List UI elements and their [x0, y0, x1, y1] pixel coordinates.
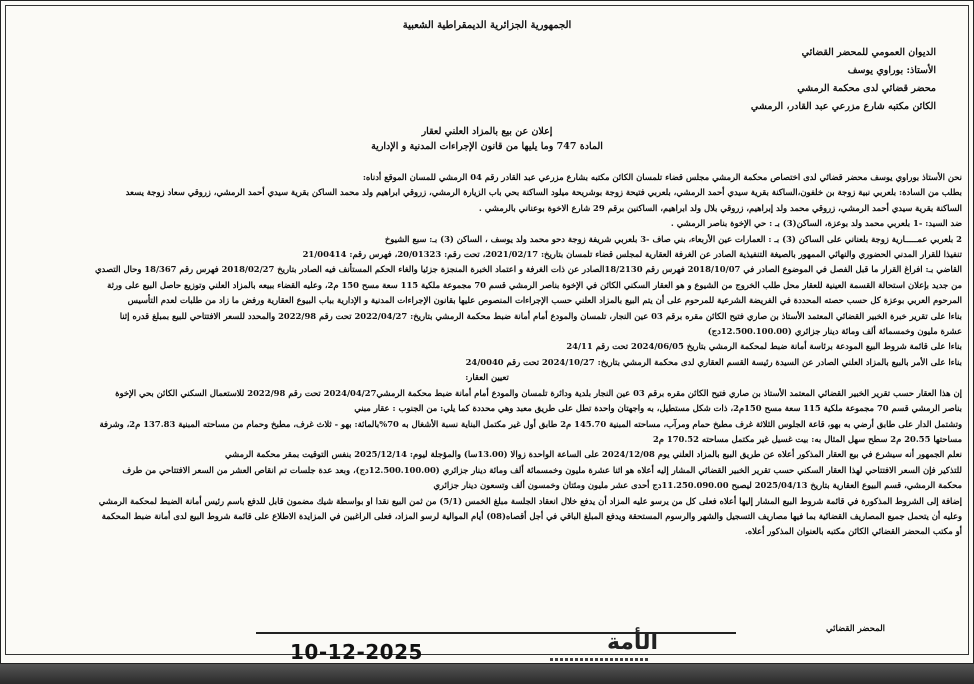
announcement-heading — [6, 124, 968, 154]
body-line: عشرة مليون وخمسمائة ألف ومائة دينار جزائري (12.500.100.00دج) — [707, 326, 962, 337]
body-line: محكمة الرمشي، قسم البيوع العقارية بتاريخ 2025/04/13 ليصبح 11.250.090.00دج أحدى عشر مليون ومئتان وخمسون ألف وتسعون دينار جزائري — [433, 480, 962, 491]
body-line: وعليه أن يتحمل جميع المصاريف القضائية بما فيها مصاريف التسجيل والشهر والرسوم المستحقة ويدفع المبلغ الباقي في أجل أقصاه(08) أيام الموالية لرسو المزاد، فعلى الراغبين في المزايدة الاطلاع على قائمة شروط البيع لدى أمانة ضبط المحكمة — [101, 510, 962, 521]
notice-body — [12, 170, 962, 540]
body-line: بناءا على قائمة شروط البيع المودعة برئاسة أمانة ضبط لمحكمة الرمشي بتاريخ 2024/06/05 تحت رقم 24/11 — [566, 341, 962, 352]
footer — [256, 632, 736, 662]
bailiff-name: الأستاذ: بوراوي يوسف — [847, 65, 936, 76]
body-line: نحن الأستاذ بوراوي يوسف محضر قضائي لدى اختصاص محكمة الرمشي مجلس قضاء تلمسان الكائن مكتبه بشارع مزرعي عبد القادر رقم 04 الرمشي للمسان الموقع أدناه: — [362, 172, 962, 182]
body-line: ضد السيد: -1 بلعربي محمد ولد بوعزة، الساكن(3) بـ : حي الإخوة بناصر الرمشي . — [670, 218, 962, 229]
body-line: مساحتها 20.55 م2 سطح سهل المثال به: بيت غسيل غير مكتمل مساحته 170.52 م2 — [652, 433, 962, 444]
office-line: الديوان العمومي للمحضر القضائي — [801, 47, 936, 58]
property-heading: تعيين العقار: — [465, 372, 509, 383]
body-line: بطلب من السادة: بلعربي نبية زوجة بن خلفون،الساكنة بقرية سيدي أحمد الرمشي، بلعربي فتيحة زوجة بوشريحة ميلود الساكنة بحي باب الزيارة الرمشي، زروقي ابراهيم ولد محمد الساكن بقرية سيدي أحمد الرمشي، زروقي سعاد زوجة يسعد — [125, 187, 962, 198]
body-line: إضافة إلى الشروط المذكورة في قائمة شروط البيع المشار إليها أعلاه فعلى كل من يرسو عليه المزاد أن يدفع خلال انعقاد الجلسة مبلغ الخمس (5/1) من ثمن البيع نقدا او بواسطة شيك مضمون قابل للدفع باسم رئيس أمانة الضبط لمحكمة الرمشي — [98, 495, 962, 506]
address-line: الكائن مكتبه شارع مزرعي عبد القادر، الرمشي — [750, 101, 936, 112]
logo-text: الأمة — [606, 630, 658, 655]
body-line: الساكنة بقرية سيدي أحمد الرمشي، زروقي محمد ولد إبراهيم، زروقي بلال ولد ابراهيم، الساكنين برقم 29 شارع الاخوة بوعناني بالرمشي . — [478, 202, 962, 213]
body-line: بناءا على تقرير خبرة الخبير القضائي المعتمد الأستاذ بن صاري فتيح الكائن مقره برقم 03 عين النجار، تلمسان والمودع أمام أمانة ضبط محكمة الرمشي بتاريخ: 2022/04/27 تحت رقم 2022/98 والمحدد للسعر الافتتاحي للبيع بمبلغ قدره إثنا — [119, 310, 962, 321]
legal-notice — [5, 5, 969, 664]
body-line: القاضي بـ: افراغ القرار ما قبل الفصل في الموضوع الصادر في 2018/10/07 فهرس رقم 18/2130الصادر عن ذات الغرفة و اعتماد الخبرة المنجزة جزئيا والغاء الحكم المستأنف فيه الصادر بتاريخ 2018/02/27 فهرس رقم 18/367 وحال التصدي — [95, 264, 962, 275]
body-line: 2 بلعربي عمـــــارية زوجة بلعناني على الساكن (3) بـ : العمارات عين الأربعاء، بني صاف -3 بلعربي شريفة زوجة دحو محمد ولد يوسف ، الساكن (3) بـ: سبع الشيوخ — [384, 233, 962, 244]
body-line: من جديد بإعلان استحالة القسمة العينية للعقار محل طلب الخروج من الشيوع و هو العقار السكني الكائن في الإخوة بناصر الرمشي قسم 70 مجموعة ملكية 115 سعة مسح 150 م2، وعليه القضاء ببيعه بالمزاد العلني وتوزيع حاصل البيع على ورثة — [107, 279, 962, 290]
bailiff-header — [516, 44, 936, 116]
republic-title: الجمهورية الجزائرية الديمقراطية الشعبية — [402, 20, 572, 31]
body-line: المرحوم العربي بوعزة كل حسب حصته المحددة في الفريضة الشرعية للمرحوم على أن يتم البيع بالمزاد العلني حسب الإجراءات المنصوص عليها بقانون الإجراءات المدنية و الإدارية بباب البيوع العقارية ورفض ما زاد من طلبات لعدم التأسيس — [127, 295, 962, 306]
announcement-legal-basis: المادة 747 وما يليها من قانون الإجراءات المدنية و الإدارية — [371, 141, 603, 152]
body-line: بناءا على الأمر بالبيع بالمزاد العلني الصادر عن السيدة رئيسة القسم العقاري لدى محكمة الرمشي بتاريخ: 2024/10/27 تحت رقم 24/0040 — [465, 356, 962, 367]
body-line: نعلم الجمهور أنه سيشرع في بيع العقار المذكور أعلاه عن طريق البيع بالمزاد العلني يوم 2024/12/08 على الساعة الواحدة زوالا (13.00سا) والمؤجلة ليوم: 2025/12/14 بنفس التوقيت بمقر محكمة الرمشي — [225, 449, 962, 460]
announcement-title: إعلان عن بيع بالمزاد العلني لعقار — [421, 126, 553, 137]
scan-edge — [0, 664, 974, 684]
publication-date: 10-12-2025 — [290, 640, 423, 664]
signature-label: المحضر القضائي — [826, 624, 886, 634]
body-line: وتشتمل الدار على طابق أرضي به بهو، قاعة الجلوس الثلاثة غرف مطبخ حمام ومرآب، مساحته المبنية 145.70 م2 طابق أول غير مكتمل البناية نسبة الأشغال به 70%بالمائة: بهو - ثلاث غرف، مطبخ وحمام من مساحته المبنية 137.83 م2، وشرفة — [99, 418, 962, 429]
body-line: أو مكتب المحضر القضائي الكائن مكتبه بالعنوان المذكور أعلاه. — [744, 526, 962, 537]
court-line: محضر قضائي لدى محكمة الرمشي — [797, 83, 936, 94]
body-line: تنفيذا للقرار المدني الحضوري والنهائي الممهور بالصيغة التنفيذية الصادر عن الغرفة العقارية لمجلس قضاء تلمسان بتاريخ: 2021/02/17، تحت رقم: 20/01323، فهرس رقم: 21/00414 — [302, 249, 962, 260]
body-line: للتذكير فإن السعر الافتتاحي لهذا العقار السكني حسب تقرير الخبير القضائي المشار إليه أعلاه هو اثنا عشرة مليون وخمسمائة ألف ومائة دينار جزائري (12.500.100.00دج)، وبعد عدة جلسات تم انقاص العشر من السعر الافتتاحي من طرف — [122, 464, 962, 475]
body-line: بناصر الرمشي قسم 70 مجموعة ملكية 115 سعة مسح 150م2، ذات شكل مستطيل، به واجهتان واحدة تطل على طريق معبد وهي محددة كما يلي: من الجنوب : عقار مبني — [354, 403, 962, 414]
body-line: إن هذا العقار حسب تقرير الخبير القضائي المعتمد الأستاذ بن صاري فتيح الكائن مقره برقم 03 عين النجار بلدية ودائرة تلمسان والمودع أمام أمانة ضبط محكمة الرمشي2024/04/27 تحت رقم 2022/98 للاستعمال السكني الكائن بحي الإخوة — [115, 387, 962, 398]
logo-underline — [550, 658, 650, 661]
newspaper-logo — [546, 630, 666, 664]
